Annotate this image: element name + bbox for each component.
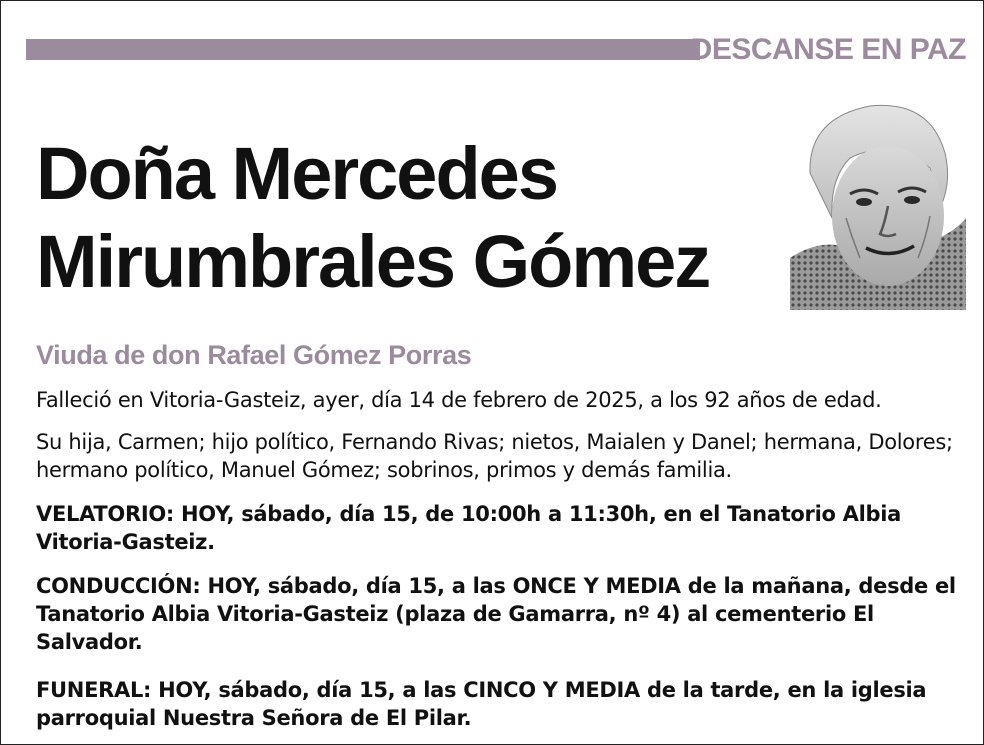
- death-notice: Falleció en Vitoria-Gasteiz, ayer, día 14 de febrero de 2025, a los 92 años de edad.: [36, 388, 882, 412]
- family-list: Su hija, Carmen; hijo político, Fernando Rivas; nietos, Maialen y Danel; hermana, Dolores; hermano político, Manuel Gómez; sobrinos, primos y demás familia.: [36, 430, 953, 482]
- deceased-name: [36, 130, 776, 306]
- header-label: DESCANSE EN PAZ: [690, 33, 966, 66]
- subtitle-widow-of: Viuda de don Rafael Gómez Porras: [36, 340, 472, 370]
- wake-details: VELATORIO: HOY, sábado, día 15, de 10:00h a 11:30h, en el Tanatorio Albia Vitoria-Gasteiz.: [36, 502, 902, 554]
- funeral-details: FUNERAL: HOY, sábado, día 15, a las CINCO Y MEDIA de la tarde, en la iglesia parroquial Nuestra Señora de El Pilar.: [36, 678, 927, 730]
- portrait-illustration: [790, 98, 966, 310]
- portrait-photo: [790, 98, 966, 310]
- name-line-2: Mirumbrales Gómez: [36, 220, 710, 303]
- procession-details: CONDUCCIÓN: HOY, sábado, día 15, a las ONCE Y MEDIA de la mañana, desde el Tanatorio Albia Vitoria-Gasteiz (plaza de Gamarra, nº 4) al cementerio El Salvador.: [36, 574, 956, 654]
- name-line-1: Doña Mercedes: [36, 132, 557, 215]
- header-bar: [26, 39, 700, 60]
